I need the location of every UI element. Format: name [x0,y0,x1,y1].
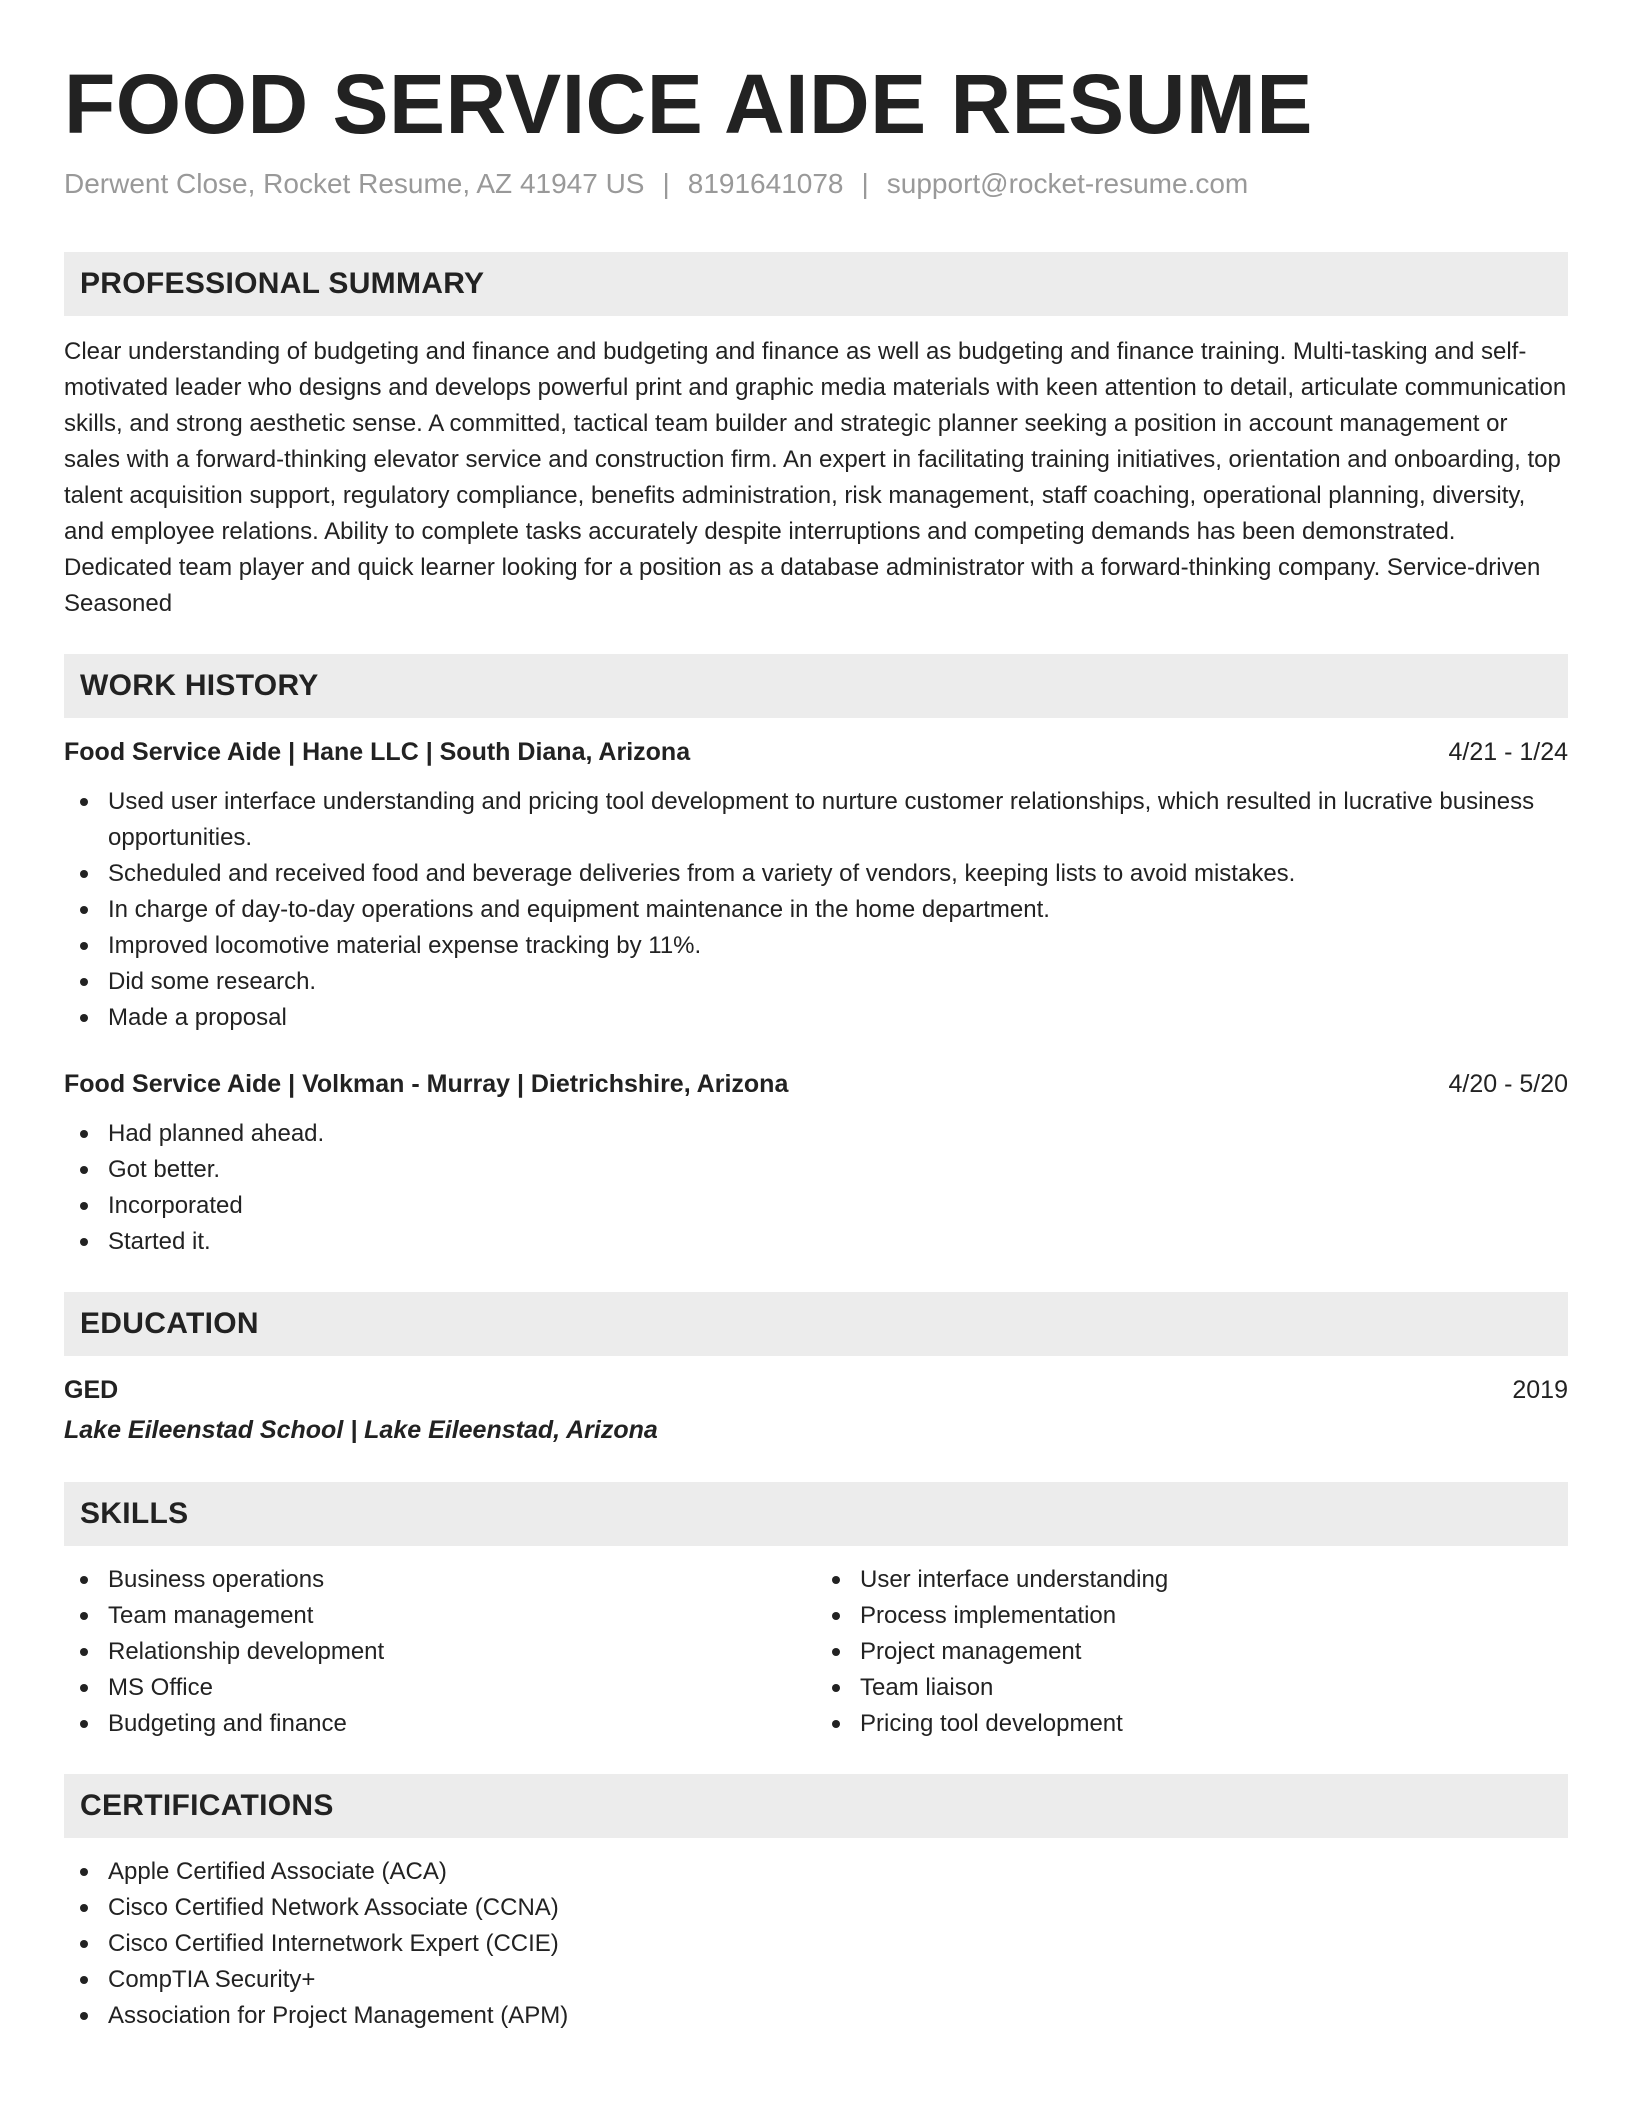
certification-item: Apple Certified Associate (ACA) [64,1854,1568,1890]
summary-section [64,252,1568,622]
skill-item: Pricing tool development [816,1706,1568,1742]
skills-right-column [816,1562,1568,1742]
skill-item: User interface understanding [816,1562,1568,1598]
job-bullet: Improved locomotive material expense tracking by 11%. [64,928,1568,964]
education-degree: GED [64,1376,119,1404]
education-header [64,1372,1568,1408]
job-bullet: In charge of day-to-day operations and equipment maintenance in the home department. [64,892,1568,928]
work-history-heading: WORK HISTORY [64,654,1568,718]
job-entry [64,1066,1568,1260]
contact-separator: | [861,168,869,199]
certification-item: Cisco Certified Network Associate (CCNA) [64,1890,1568,1926]
job-bullet: Made a proposal [64,1000,1568,1036]
skill-item: Budgeting and finance [64,1706,816,1742]
work-history-section [64,654,1568,1260]
contact-separator: | [662,168,670,199]
job-bullets [64,1116,1568,1260]
skill-item: Team liaison [816,1670,1568,1706]
education-heading: EDUCATION [64,1292,1568,1356]
contact-address: Derwent Close, Rocket Resume, AZ 41947 US [64,168,645,199]
certification-item: Association for Project Management (APM) [64,1998,1568,2034]
certifications-heading: CERTIFICATIONS [64,1774,1568,1838]
job-bullet: Had planned ahead. [64,1116,1568,1152]
job-bullets [64,784,1568,1036]
certification-item: Cisco Certified Internetwork Expert (CCIE) [64,1926,1568,1962]
education-section [64,1292,1568,1448]
contact-phone: 8191641078 [687,168,844,199]
resume-title: FOOD SERVICE AIDE RESUME [64,57,1313,151]
skills-section [64,1482,1568,1742]
skill-item: Business operations [64,1562,816,1598]
skills-heading: SKILLS [64,1482,1568,1546]
job-bullet: Started it. [64,1224,1568,1260]
summary-heading: PROFESSIONAL SUMMARY [64,252,1568,316]
certifications-section [64,1774,1568,2034]
skill-item: Team management [64,1598,816,1634]
education-school: Lake Eileenstad School | Lake Eileenstad, Arizona [64,1416,658,1444]
job-bullet: Used user interface understanding and pricing tool development to nurture customer relationships, which resulted in lucrative business opportunities. [64,784,1568,856]
job-title: Food Service Aide | Hane LLC | South Diana, Arizona [64,738,691,766]
job-entry [64,734,1568,1036]
job-bullet: Did some research. [64,964,1568,1000]
skill-item: Relationship development [64,1634,816,1670]
job-bullet: Incorporated [64,1188,1568,1224]
certification-item: CompTIA Security+ [64,1962,1568,1998]
education-year: 2019 [1512,1376,1568,1404]
summary-text: Clear understanding of budgeting and finance and budgeting and finance as well as budgeting and finance training. Multi-tasking and self-motivated leader who designs and develops powerful print and graphic media materials with keen attention to detail, articulate communication skills, and strong aesthetic sense. A committed, tactical team builder and strategic planner seeking a position in account management or sales with a forward-thinking elevator service and construction firm. An expert in facilitating training initiatives, orientation and onboarding, top talent acquisition support, regulatory compliance, benefits administration, risk management, staff coaching, operational planning, diversity, and employee relations. Ability to complete tasks accurately despite interruptions and competing demands has been demonstrated. Dedicated team player and quick learner looking for a position as a database administrator with a forward-thinking company. Service-driven Seasoned [64,338,1567,617]
certifications-list [64,1854,1568,2034]
job-dates: 4/21 - 1/24 [1448,738,1568,766]
job-dates: 4/20 - 5/20 [1448,1070,1568,1098]
job-header [64,1066,1568,1102]
contact-email: support@rocket-resume.com [886,168,1249,199]
skill-item: Project management [816,1634,1568,1670]
job-title: Food Service Aide | Volkman - Murray | Dietrichshire, Arizona [64,1070,789,1098]
job-header [64,734,1568,770]
skills-grid [64,1562,1568,1742]
skill-item: Process implementation [816,1598,1568,1634]
skills-left-column [64,1562,816,1742]
contact-line [64,166,1568,202]
skill-item: MS Office [64,1670,816,1706]
job-bullet: Scheduled and received food and beverage deliveries from a variety of vendors, keeping lists to avoid mistakes. [64,856,1568,892]
job-bullet: Got better. [64,1152,1568,1188]
